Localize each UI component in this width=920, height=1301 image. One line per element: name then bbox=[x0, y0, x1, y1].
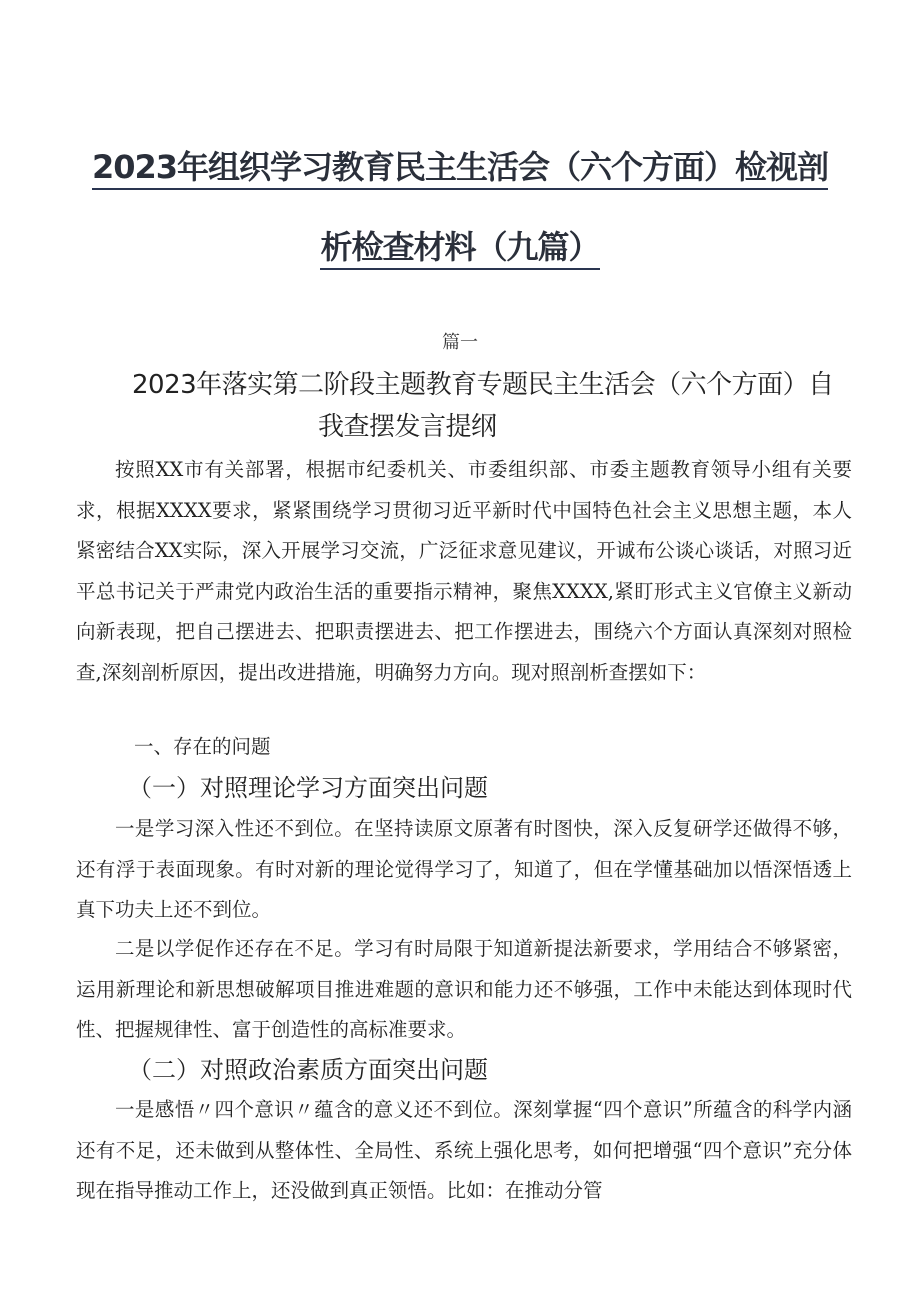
paragraph-point-3: 一是感悟〃四个意识〃蕴含的意义还不到位。深刻掌握“四个意识”所蕴含的科学内涵还有不足，还未做到从整体性、全局性、系统上强化思考，如何把增强“四个意识”充分体现在指导推动工作上，还没做到真正领悟。比如：在推动分管 bbox=[76, 1098, 852, 1202]
document-title-line-2 bbox=[60, 222, 860, 268]
intro-paragraph: 按照XX市有关部署，根据市纪委机关、市委组织部、市委主题教育领导小组有关要求，根据XXXX要求，紧紧围绕学习贯彻习近平新时代中国特色社会主义思想主题，本人紧密结合XX实际，深入开展学习交流，广泛征求意见建议，开诚布公谈心谈话，对照习近平总书记关于严肃党内政治生活的重要指示精神，聚焦XXXX,紧盯形式主义官僚主义新动向新表现，把自己摆进去、把职责摆进去、把工作摆进去，围绕六个方面认真深刻对照检查,深刻剖析原因，提出改进措施，明确努力方向。现对照剖析查摆如下： bbox=[76, 458, 852, 684]
subheading-political-quality: （二）对照政治素质方面突出问题 bbox=[128, 1056, 488, 1084]
document-title-line-2-text: 析检查材料（九篇） bbox=[320, 228, 599, 270]
section-heading-problems: 一、存在的问题 bbox=[134, 735, 271, 758]
subheading-theory-study: （一）对照理论学习方面突出问题 bbox=[128, 774, 488, 802]
subtitle-line-2: 我查摆发言提纲 bbox=[318, 412, 497, 442]
document-title-line-1-text: 2023年组织学习教育民主生活会（六个方面）检视剖 bbox=[92, 148, 828, 190]
part-label: 篇一 bbox=[442, 332, 478, 353]
document-title-line-1 bbox=[60, 142, 860, 188]
subtitle-line-1: 2023年落实第二阶段主题教育专题民主生活会（六个方面）自 bbox=[132, 370, 834, 400]
paragraph-point-1: 一是学习深入性还不到位。在坚持读原文原著有时图快，深入反复研学还做得不够，还有浮于表面现象。有时对新的理论觉得学习了，知道了，但在学懂基础加以悟深悟透上真下功夫上还不到位。 bbox=[76, 817, 852, 921]
paragraph-point-2: 二是以学促作还存在不足。学习有时局限于知道新提法新要求，学用结合不够紧密，运用新理论和新思想破解项目推进难题的意识和能力还不够强，工作中未能达到体现时代性、把握规律性、富于创造性的高标准要求。 bbox=[76, 937, 852, 1041]
